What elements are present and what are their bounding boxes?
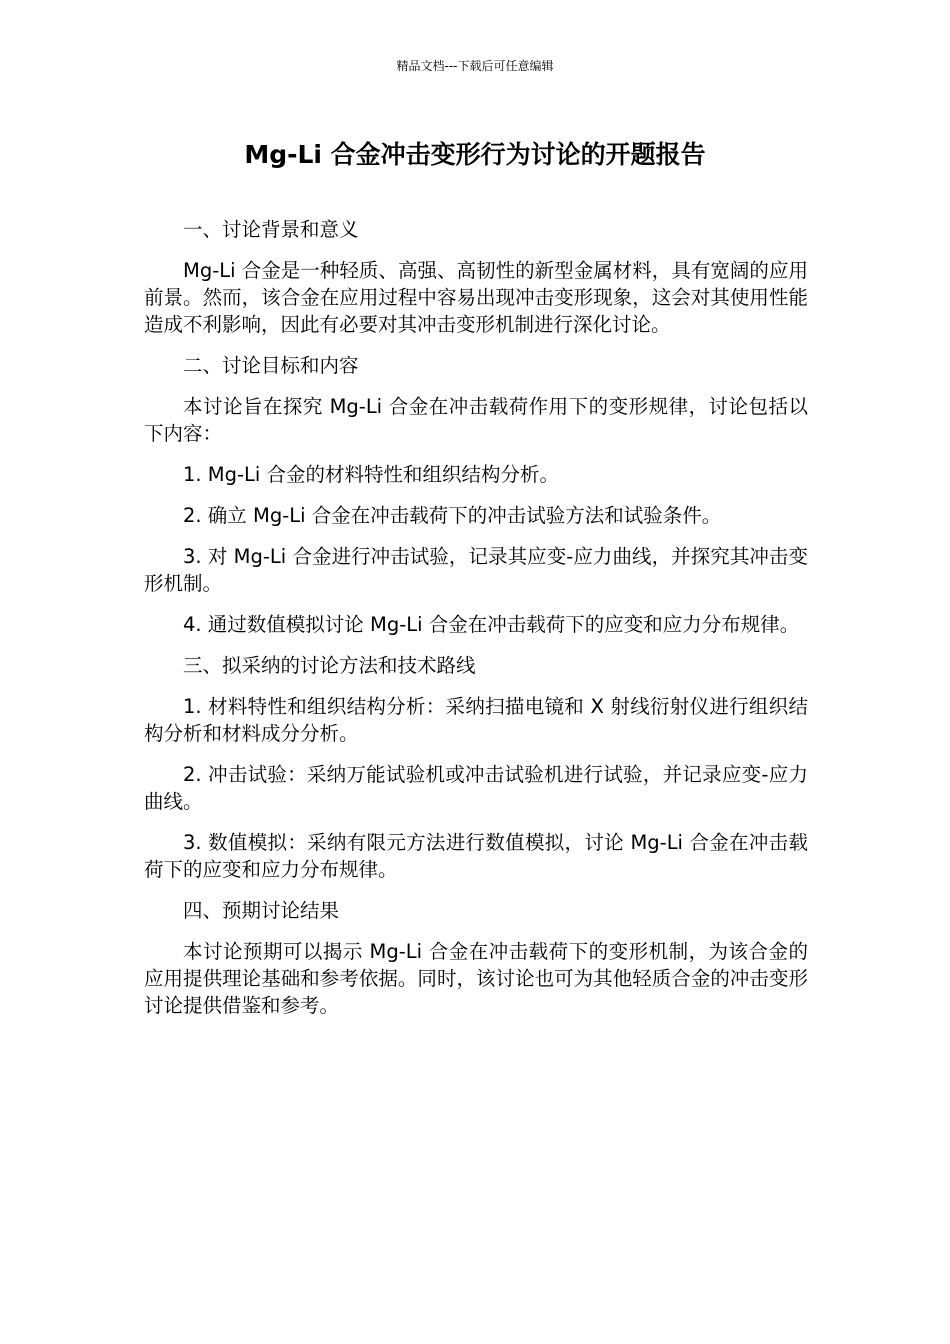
- paragraph-results: 本讨论预期可以揭示 Mg-Li 合金在冲击载荷下的变形机制，为该合金的应用提供理论基础和参考依据。同时，该讨论也可为其他轻质合金的冲击变形讨论提供借鉴和参考。: [144, 940, 808, 1017]
- header-note: 精品文档---下载后可任意编辑: [396, 59, 554, 73]
- list-item-goal-4: 4. 通过数值模拟讨论 Mg-Li 合金在冲击载荷下的应变和应力分布规律。: [183, 613, 800, 636]
- section-heading-results: 四、预期讨论结果: [183, 899, 340, 922]
- paragraph-goals-intro: 本讨论旨在探究 Mg-Li 合金在冲击载荷作用下的变形规律，讨论包括以下内容：: [144, 395, 808, 445]
- list-item-goal-3: 3. 对 Mg-Li 合金进行冲击试验，记录其应变-应力曲线，并探究其冲击变形机制。: [144, 545, 808, 595]
- section-heading-goals: 二、讨论目标和内容: [183, 354, 359, 377]
- list-item-method-3: 3. 数值模拟：采纳有限元方法进行数值模拟，讨论 Mg-Li 合金在冲击载荷下的应变和应力分布规律。: [144, 831, 808, 881]
- list-item-goal-2: 2. 确立 Mg-Li 合金在冲击载荷下的冲击试验方法和试验条件。: [183, 504, 722, 527]
- paragraph-background: Mg-Li 合金是一种轻质、高强、高韧性的新型金属材料，具有宽阔的应用前景。然而，该合金在应用过程中容易出现冲击变形现象，这会对其使用性能造成不利影响，因此有必要对其冲击变形机制进行深化讨论。: [144, 259, 808, 336]
- list-item-goal-1: 1. Mg-Li 合金的材料特性和组织结构分析。: [183, 463, 560, 486]
- list-item-method-2: 2. 冲击试验：采纳万能试验机或冲击试验机进行试验，并记录应变-应力曲线。: [144, 763, 808, 813]
- document-title: Mg-Li 合金冲击变形行为讨论的开题报告: [244, 140, 706, 169]
- list-item-method-1: 1. 材料特性和组织结构分析：采纳扫描电镜和 X 射线衍射仪进行组织结构分析和材料成分分析。: [144, 695, 808, 745]
- document-body: [144, 216, 808, 1033]
- section-heading-methods: 三、拟采纳的讨论方法和技术路线: [183, 654, 476, 677]
- section-heading-background: 一、讨论背景和意义: [183, 218, 359, 241]
